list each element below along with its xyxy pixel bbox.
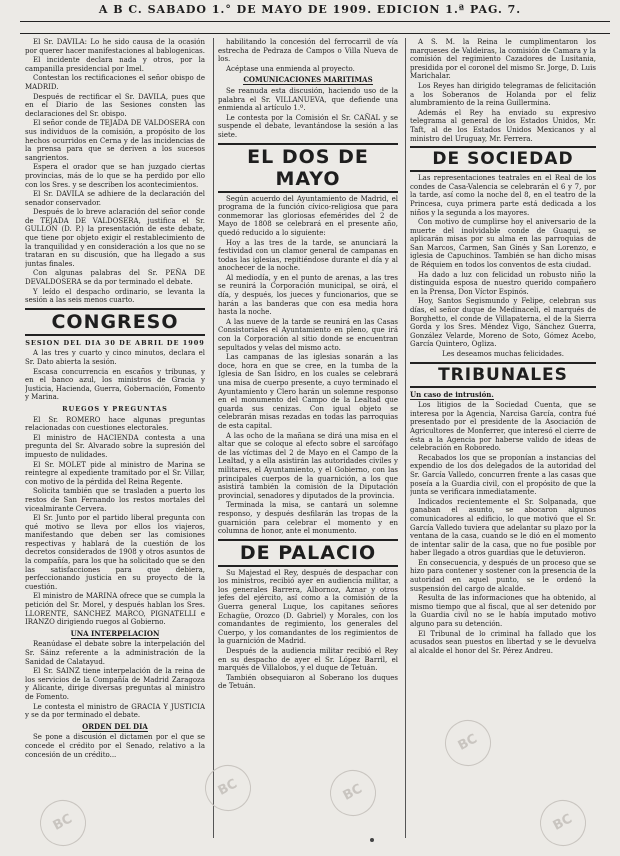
paragraph: Los litigios de la Sociedad Cuenta, que se interesa por la Agencia, Narcisa García, contra fué presentado por el presidente de la Asociación de Agricultores de Monferrer, que interesó el cierre de ésta a la Agencia por haberse valido de ideas de celebración en Roboredo. [410,401,596,453]
subhead-interpelacion [25,630,205,639]
paragraph: A las nueve de la tarde se reunirá en las Casas Consistoriales el Ayuntamiento en pleno, que irá con la Corporación al sitio donde se encuentran sepultados y velas del mismo acto. [218,317,398,352]
paragraph: Al mediodía, y en el punto de arenas, a las tres se reunirá la Corporación municipal, se oirá, el día, y después, los jueces y funcionarios, que se harán a las banderas que con esa media hora hasta la noche. [218,273,398,317]
paragraph: Después de rectificar el Sr. DAVILA, pues que en el Diario de las Sesiones consten las declaraciones del Sr. obispo. [25,92,205,118]
paragraph: Terminada la misa, se cantará un solemne responso, y después desfilarán las tropas de la guarnición para celebrar el momento y en columna de honor, ante el monumento. [218,501,398,536]
subhead-orden-text: ORDEN DEL DIA [82,721,148,731]
paragraph: Resulta de las informaciones que ha obtenido, al mismo tiempo que al fiscal, que al ser detenido por la Guardia civil no se le había imputado motivo alguno para su detención. [410,594,596,629]
header-rule-top [20,21,610,22]
paragraph: Los Reyes han dirigido telegramas de felicitación a los Soberanos de Holanda por el feliz alumbramiento de la reina Guillermina. [410,81,596,108]
paragraph: Su Majestad el Rey, después de despachar con los ministros, recibió ayer en audiencia militar, a los generales Barrera, Albornoz, Aznar y otros jefes del ejército, así como a la comisión de la Guerra general Luque, los capitanes señores Echagüe, Orozco (D. Gabriel) y Morales, con los comandantes de regimiento, los generales del Cuerpo, y los comandantes de los regimientos de la guarnición de Madrid. [218,568,398,646]
paragraph: Además el Rey ha enviado su expresivo telegrama al general de los Estados Unidos, Mr. Taft, al de los Estados Unidos Mexicanos y al ministro del Uruguay, Mr. Ferrera. [410,108,596,143]
subhead-caso-text: Un caso de intrusión. [410,389,494,399]
paragraph: Hoy, Santos Segismundo y Felipe, celebran sus días, el señor duque de Medinaceli, el marqués de Borghetto, el conde de Villapaterna, el de la Sierra Gorda y los Sres. Méndez Vigo, Sánchez Guerra, González Velarde, Moreno de Soto, Gómez Acebo, García Quintero, Ogliza. [410,297,596,349]
paragraph: Con algunas palabras del Sr. PEÑA DE DEVALDOSERA se da por terminado el debate. [25,269,205,287]
paragraph: El Sr. Junto por el partido liberal pregunta con qué motivo se lleva por ellos los viajeros, manifestando que deben ser las comisiones respectivas y hablará de la cuestión de los decretos considerados de 1908 y otros asuntos de la compañía, para los que ha solicitado que se den las satisfacciones para que debiera, perfeccionando justicia en su proyecto de la cuestión. [25,514,205,591]
subhead-orden [25,723,205,732]
paragraph: El Sr. MOLET pide al ministro de Marina se reintegre al expediente tramitado por el Sr. Villar, con motivo de la pérdida del Reina Regente. [25,460,205,486]
paragraph: A S. M. la Reina le cumplimentaron los marqueses de Valdeiras, la comisión de Camara y la comisión del regimiento Cazadores de Lusitania, presidida por el coronel del mismo Sr. Jorge, D. Luis Marichalar. [410,38,596,81]
paragraph: Recabados los que se proponían a instancias del expendio de los dos delegados de la autoridad del Sr. García Valledo, concurren frente a las casas que poseía a la Guardia civil, con el propósito de que la junta se verificara inmediatamente. [410,453,596,497]
column-separator-1 [213,38,214,838]
paragraph: El Tribunal de lo criminal ha fallado que los acusados sean puestos en libertad y se le devuelva al alcalde el honor del Sr. Pérez Andreu. [410,629,596,655]
section-title-dos-de-mayo: EL DOS DE MAYO [218,143,398,193]
column-2 [218,38,398,838]
subhead-ruegos: RUEGOS Y PREGUNTAS [62,404,168,413]
paragraph: Contestan los rectificaciones el señor obispo de MADRID. [25,74,205,91]
paragraph: El Sr. DAVILA se adhiere de la declaración del senador conservador. [25,190,205,207]
paragraph: A las ocho de la mañana se dirá una misa en el altar que se coloque al efecto sobre el sarcófago de las víctimas del 2 de Mayo en el Campo de la Lealtad, y a ella asistirán las autoridades civiles y militares, el Ayuntamiento, y el Gobierno, con las principales cuerpos de la guarnición, a los que asistirá también la comisión de la Diputación provincial, senadores y diputados de la provincia. [218,431,398,500]
paragraph: Indicados recientemente el Sr. Solpanada, que ganaban el asunto, se abocaron algunos comunicadores al edificio, lo que motivó que el Sr. García Valledo tuviera que adelantar su plazo por la ventana de la casa, cuando se le dió en el momento de intentar salir de la casa, que no fue posible por haber llegado a otros guardias que le detuvieron. [410,497,596,558]
paragraph: Con motivo de cumplirse hoy el aniversario de la muerte del inolvidable conde de Guaqui, se aplicarán misas por su alma en las parroquias de San Marcos, Carmen, San Ginés y San Lorenzo, e iglesia de Capuchinos. También se han dicho misas de Réquiem en todos los conventos de esta ciudad. [410,218,596,270]
column-3 [410,38,596,838]
session-date: SESION DEL DIA 30 DE ABRIL DE 1909 [25,338,205,347]
watermark-stamp: BC [197,757,259,819]
paragraph: Se reanuda esta discusión, haciendo uso de la palabra el Sr. VILLANUEVA, que defiende una enmienda al artículo 1.º. [218,86,398,113]
paragraph: El señor conde de TEJADA DE VALDOSERA con sus individuos de la comisión, a propósito de los hechos ocurridos en Cerna y de las incidencias de la prensa para que se deriven a los sucesos sangrientos. [25,119,205,162]
section-title-congreso: CONGRESO [25,308,205,336]
paragraph: El ministro de HACIENDA contesta a una pregunta del Sr. Alvarado sobre la supresión del impuesto de nulidades. [25,433,205,459]
paragraph: Solicita también que se trasladen a puerto los restos de San Fernando los restos mortales del vicealmirante Cervera. [25,487,205,513]
paragraph: Espera el orador que se han juzgado ciertas provincias, más de lo que se ha perdido por ello con los Sres. y se describen los acontecimientos. [25,163,205,189]
paragraph: Según acuerdo del Ayuntamiento de Madrid, el programa de la función cívico-religiosa que para conmemorar las gloriosas efemérides del 2 de Mayo de 1808 se celebrará en el presente año, quedó reducido a lo siguiente: [218,194,398,237]
watermark-stamp: BC [32,792,94,854]
page-header: A B C. SABADO 1.° DE MAYO DE 1909. EDICION 1.ª PAG. 7. [98,3,522,16]
paragraph: El incidente declara nada y otros, por la campanilla presidencial por Imel. [25,56,205,73]
section-title-de-sociedad: DE SOCIEDAD [410,146,596,172]
paragraph: Les deseamos muchas felicidades. [442,350,564,358]
paragraph: El ministro de MARINA ofrece que se cumpla la petición del Sr. Morel, y después hablan los Sres. LLORENTE, SANCHEZ MARCO, PIGNATELLI e IRANZO dirigiendo ruegos al Gobierno. [25,592,205,627]
paragraph: Y leído el despacho ordinario, se levanta la sesión a las seis menos cuarto. [25,287,205,305]
section-title-tribunales: TRIBUNALES [410,362,596,388]
paragraph: Reanúdase el debate sobre la interpelación del Sr. Sáinz referente a la administración de la Sanidad de Calatayud. [25,640,205,666]
paragraph: A las tres y cuarto y cinco minutos, declara el Sr. Dato abierta la sesión. [25,349,205,366]
paragraph: Después de la audiencia militar recibió el Rey en su despacho de ayer el Sr. López Barril, el marqués de Villalobos, y el duque de Tetuán. [218,647,398,673]
paragraph: Le contesta por la Comisión el Sr. CAÑAL y se suspende el debate, levantándose la sesión a las siete. [218,113,398,139]
subhead-interpelacion-text: UNA INTERPELACION [70,628,160,638]
paragraph: Hoy a las tres de la tarde, se anunciará la festividad con un clamor general de campanas en todas las iglesias, repitiéndose durante el día y al anochecer de la noche. [218,238,398,273]
paragraph: Le contesta el ministro de GRACIA Y JUSTICIA y se da por terminado el debate. [25,702,205,720]
paragraph: Las campanas de las iglesias sonarán a las doce, hora en que se cree, en la tumba de la Iglesia de San Isidro, en los cuales se celebrará una misa de cuerpo presente, a cuyo terminado el Ayuntamiento y Clero harán un solemne responso en el monumento del Campo de la Lealtad que guarda sus cenizas. Con igual objeto se celebrarán misas rezadas en todas las parroquias de esta capital. [218,353,398,430]
subhead-comunicaciones-text: COMUNICACIONES MARITIMAS [243,75,373,85]
watermark-stamp: BC [532,792,594,854]
paragraph: Ha dado a luz con felicidad un robusto niño la distinguida esposa de nuestro querido compañero en la Prensa, Don Víctor Espinós. [410,270,596,296]
paragraph: El Sr. ROMERO hace algunas preguntas relacionadas con cuestiones electorales. [25,415,205,433]
subhead-comunicaciones [218,76,398,85]
paragraph: El Sr. DAVILA: Lo he sido causa de la ocasión por querer hacer manifestaciones al bablogenicas. [25,38,205,55]
watermark-stamp: BC [437,712,499,774]
paragraph: Las representaciones teatrales en el Real de los condes de Casa-Valencia se celebrarán el 6 y 7, por la tarde, así como la noche del 8, en el teatro de la Princesa, cuya primera parte está dedicada a los niños y la segunda a los mayores. [410,174,596,217]
column-separator-2 [405,38,406,838]
print-mark [370,838,374,842]
paragraph: Se pone a discusión el dictamen por el que se concede el crédito por el Senado, relativo a la concesión de un crédito... [25,733,205,759]
paragraph: También obsequiaron al Soberano los duques de Tetuán. [218,673,398,691]
section-title-de-palacio: DE PALACIO [218,539,398,567]
watermark-stamp: BC [322,762,384,824]
paragraph: habilitando la concesión del ferrocarril de vía estrecha de Pedraza de Campos o Villa Nueva de los. [218,38,398,64]
paragraph: Escasa concurrencia en escaños y tribunas, y en el banco azul, los ministros de Gracia y Justicia, Hacienda, Guerra, Gobernación, Fomento y Marina. [25,367,205,402]
paragraph: Acéptase una enmienda al proyecto. [226,64,355,73]
column-1 [25,38,205,838]
subhead-caso [410,391,596,400]
paragraph: En consecuencia, y después de un proceso que se hizo para contener y sostener con la presencia de la autoridad en aquel punto, se le ordenó la suspensión del cargo de alcalde. [410,558,596,593]
header-rule-bottom [20,33,610,34]
paragraph: Después de lo breve aclaración del señor conde de TEJADA DE VALDOSERA, justifica el Sr. GULLON (D. P.) la presentación de este debate, que tiene por objeto exigir el restablecimiento de la tranquilidad y en consideración a los que no se trataran en su discusión, que ha llegado a sus juntas finales. [25,208,205,268]
paragraph: El Sr. SAINZ tiene interpelación de la reina de los servicios de la Compañía de Madrid Zaragoza y Alicante, dirige diversas preguntas al ministro de Fomento. [25,667,205,701]
